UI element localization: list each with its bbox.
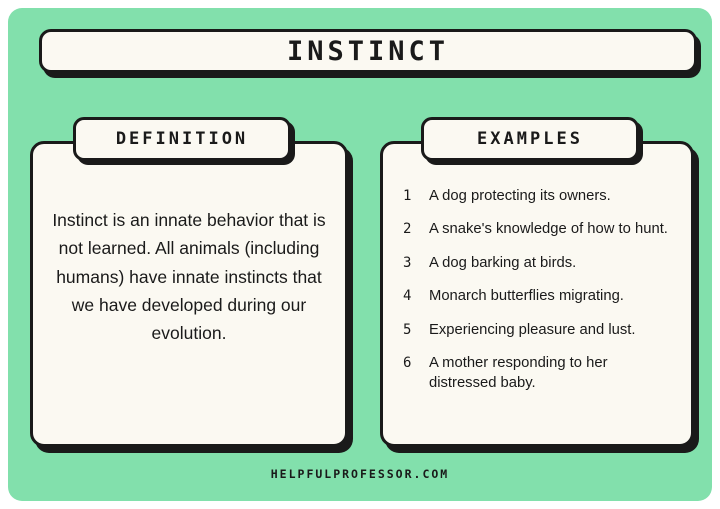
source-attribution: HELPFULPROFESSOR.COM (270, 467, 450, 481)
examples-list (403, 186, 677, 407)
definition-panel (30, 129, 348, 447)
title-card (39, 29, 697, 73)
examples-header (421, 117, 639, 161)
list-item (403, 219, 677, 239)
list-item (403, 286, 677, 306)
list-item-label: A dog barking at birds. (429, 254, 577, 271)
list-item-label: A snake's knowledge of how to hunt. (429, 221, 668, 238)
list-item (403, 320, 677, 340)
green-board (8, 8, 712, 501)
list-item-label: Monarch butterflies migrating. (429, 288, 624, 305)
page-title: INSTINCT (286, 35, 450, 67)
list-item (403, 353, 677, 394)
examples-panel (380, 129, 694, 447)
list-item-number: 6 (403, 355, 412, 372)
list-item-number: 5 (403, 321, 412, 338)
definition-text: Instinct is an innate behavior that is not learned. All animals (including humans) have innate instincts that we have developed during our evolution. (52, 210, 326, 344)
list-item-number: 1 (403, 188, 412, 204)
list-item (403, 186, 677, 206)
definition-header (73, 117, 291, 161)
list-item-number: 4 (403, 288, 412, 305)
list-item-label: Experiencing pleasure and lust. (429, 321, 636, 338)
list-item-label: A mother responding to her distressed baby. (429, 355, 608, 392)
list-item-number: 3 (403, 254, 412, 271)
definition-header-label: DEFINITION (115, 129, 249, 149)
list-item (403, 253, 677, 273)
list-item-number: 2 (403, 221, 412, 238)
examples-header-label: EXAMPLES (477, 129, 583, 149)
list-item-label: A dog protecting its owners. (429, 188, 611, 204)
